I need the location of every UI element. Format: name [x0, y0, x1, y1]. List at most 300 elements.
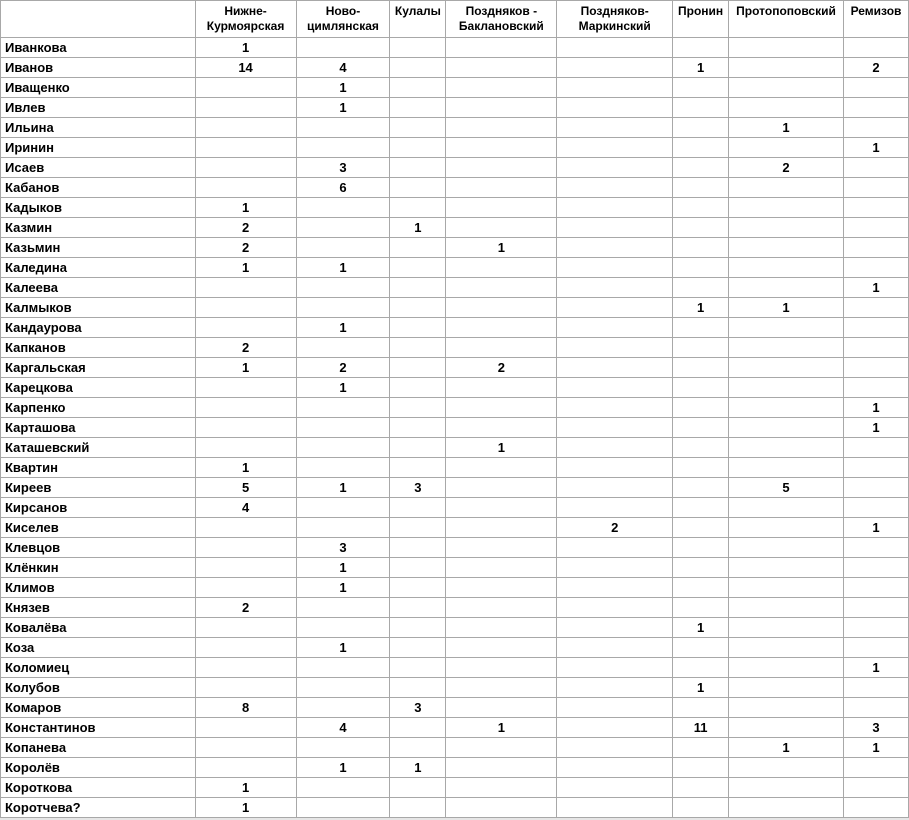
- value-cell[interactable]: [729, 698, 844, 718]
- value-cell[interactable]: [390, 598, 446, 618]
- value-cell[interactable]: 1: [673, 678, 729, 698]
- value-cell[interactable]: [673, 698, 729, 718]
- value-cell[interactable]: [729, 138, 844, 158]
- value-cell[interactable]: [296, 418, 390, 438]
- column-header[interactable]: Поздняков - Баклановский: [446, 1, 557, 38]
- value-cell[interactable]: [390, 298, 446, 318]
- value-cell[interactable]: 1: [843, 658, 908, 678]
- row-name-cell[interactable]: Коза: [1, 638, 196, 658]
- value-cell[interactable]: [446, 178, 557, 198]
- value-cell[interactable]: [390, 738, 446, 758]
- value-cell[interactable]: [673, 558, 729, 578]
- row-name-cell[interactable]: Ильина: [1, 118, 196, 138]
- value-cell[interactable]: [843, 378, 908, 398]
- value-cell[interactable]: [446, 198, 557, 218]
- value-cell[interactable]: [195, 718, 296, 738]
- value-cell[interactable]: [843, 558, 908, 578]
- value-cell[interactable]: [729, 538, 844, 558]
- value-cell[interactable]: [195, 658, 296, 678]
- value-cell[interactable]: 1: [195, 198, 296, 218]
- row-name-cell[interactable]: Иващенко: [1, 78, 196, 98]
- value-cell[interactable]: 1: [296, 638, 390, 658]
- value-cell[interactable]: [557, 398, 673, 418]
- value-cell[interactable]: [296, 118, 390, 138]
- row-name-cell[interactable]: Кадыков: [1, 198, 196, 218]
- value-cell[interactable]: [390, 638, 446, 658]
- value-cell[interactable]: [446, 698, 557, 718]
- value-cell[interactable]: [195, 138, 296, 158]
- value-cell[interactable]: [673, 98, 729, 118]
- value-cell[interactable]: [557, 558, 673, 578]
- value-cell[interactable]: [557, 218, 673, 238]
- value-cell[interactable]: [673, 658, 729, 678]
- row-name-cell[interactable]: Коротчева?: [1, 798, 196, 818]
- value-cell[interactable]: [729, 598, 844, 618]
- row-name-cell[interactable]: Короткова: [1, 778, 196, 798]
- value-cell[interactable]: [557, 498, 673, 518]
- value-cell[interactable]: [296, 678, 390, 698]
- value-cell[interactable]: [296, 498, 390, 518]
- value-cell[interactable]: [673, 458, 729, 478]
- value-cell[interactable]: [557, 238, 673, 258]
- value-cell[interactable]: 4: [296, 718, 390, 738]
- value-cell[interactable]: [195, 438, 296, 458]
- value-cell[interactable]: [446, 58, 557, 78]
- value-cell[interactable]: [557, 658, 673, 678]
- value-cell[interactable]: [390, 558, 446, 578]
- value-cell[interactable]: 1: [673, 618, 729, 638]
- value-cell[interactable]: [195, 578, 296, 598]
- value-cell[interactable]: [557, 198, 673, 218]
- value-cell[interactable]: [557, 738, 673, 758]
- value-cell[interactable]: [673, 578, 729, 598]
- value-cell[interactable]: 1: [390, 758, 446, 778]
- value-cell[interactable]: 11: [673, 718, 729, 738]
- value-cell[interactable]: 3: [390, 478, 446, 498]
- value-cell[interactable]: [446, 738, 557, 758]
- value-cell[interactable]: 1: [843, 518, 908, 538]
- value-cell[interactable]: [843, 578, 908, 598]
- row-name-cell[interactable]: Клевцов: [1, 538, 196, 558]
- value-cell[interactable]: [843, 358, 908, 378]
- value-cell[interactable]: [843, 758, 908, 778]
- value-cell[interactable]: [390, 358, 446, 378]
- row-name-cell[interactable]: Карецкова: [1, 378, 196, 398]
- value-cell[interactable]: [843, 198, 908, 218]
- value-cell[interactable]: [557, 118, 673, 138]
- value-cell[interactable]: [729, 278, 844, 298]
- value-cell[interactable]: [446, 218, 557, 238]
- value-cell[interactable]: [673, 738, 729, 758]
- value-cell[interactable]: [195, 298, 296, 318]
- value-cell[interactable]: [557, 378, 673, 398]
- value-cell[interactable]: [557, 678, 673, 698]
- value-cell[interactable]: [446, 618, 557, 638]
- value-cell[interactable]: [557, 138, 673, 158]
- value-cell[interactable]: 1: [843, 138, 908, 158]
- value-cell[interactable]: [557, 358, 673, 378]
- row-name-cell[interactable]: Каледина: [1, 258, 196, 278]
- value-cell[interactable]: [673, 38, 729, 58]
- value-cell[interactable]: [557, 178, 673, 198]
- value-cell[interactable]: [390, 538, 446, 558]
- value-cell[interactable]: [729, 498, 844, 518]
- row-name-cell[interactable]: Карпенко: [1, 398, 196, 418]
- value-cell[interactable]: [557, 338, 673, 358]
- value-cell[interactable]: [729, 578, 844, 598]
- value-cell[interactable]: 8: [195, 698, 296, 718]
- value-cell[interactable]: [557, 578, 673, 598]
- value-cell[interactable]: [195, 758, 296, 778]
- value-cell[interactable]: [296, 658, 390, 678]
- column-header[interactable]: Поздняков-Маркинский: [557, 1, 673, 38]
- value-cell[interactable]: [195, 418, 296, 438]
- value-cell[interactable]: [446, 398, 557, 418]
- value-cell[interactable]: [557, 478, 673, 498]
- value-cell[interactable]: 2: [729, 158, 844, 178]
- value-cell[interactable]: 1: [446, 438, 557, 458]
- value-cell[interactable]: [195, 98, 296, 118]
- value-cell[interactable]: [390, 398, 446, 418]
- value-cell[interactable]: 1: [195, 778, 296, 798]
- value-cell[interactable]: 1: [729, 118, 844, 138]
- value-cell[interactable]: [296, 218, 390, 238]
- value-cell[interactable]: [557, 458, 673, 478]
- row-name-cell[interactable]: Константинов: [1, 718, 196, 738]
- row-name-cell[interactable]: Иринин: [1, 138, 196, 158]
- value-cell[interactable]: [296, 458, 390, 478]
- value-cell[interactable]: [843, 298, 908, 318]
- value-cell[interactable]: 1: [729, 738, 844, 758]
- value-cell[interactable]: [673, 798, 729, 818]
- value-cell[interactable]: [446, 778, 557, 798]
- value-cell[interactable]: [296, 338, 390, 358]
- value-cell[interactable]: [729, 338, 844, 358]
- value-cell[interactable]: [729, 778, 844, 798]
- value-cell[interactable]: [843, 438, 908, 458]
- value-cell[interactable]: [390, 798, 446, 818]
- value-cell[interactable]: [195, 278, 296, 298]
- value-cell[interactable]: [729, 218, 844, 238]
- value-cell[interactable]: [729, 618, 844, 638]
- value-cell[interactable]: [446, 478, 557, 498]
- value-cell[interactable]: 5: [195, 478, 296, 498]
- value-cell[interactable]: 1: [195, 798, 296, 818]
- value-cell[interactable]: [673, 378, 729, 398]
- value-cell[interactable]: [557, 158, 673, 178]
- value-cell[interactable]: 3: [296, 538, 390, 558]
- value-cell[interactable]: [296, 238, 390, 258]
- row-name-cell[interactable]: Ковалёва: [1, 618, 196, 638]
- value-cell[interactable]: [673, 198, 729, 218]
- value-cell[interactable]: [673, 358, 729, 378]
- column-header[interactable]: Нижне-Курмоярская: [195, 1, 296, 38]
- value-cell[interactable]: [390, 718, 446, 738]
- row-name-cell[interactable]: Иванов: [1, 58, 196, 78]
- value-cell[interactable]: [843, 778, 908, 798]
- corner-cell[interactable]: [1, 1, 196, 38]
- value-cell[interactable]: [390, 318, 446, 338]
- value-cell[interactable]: [729, 638, 844, 658]
- value-cell[interactable]: [446, 98, 557, 118]
- value-cell[interactable]: [195, 178, 296, 198]
- value-cell[interactable]: [843, 158, 908, 178]
- value-cell[interactable]: [729, 198, 844, 218]
- value-cell[interactable]: [729, 78, 844, 98]
- value-cell[interactable]: [446, 638, 557, 658]
- value-cell[interactable]: [446, 458, 557, 478]
- row-name-cell[interactable]: Киселев: [1, 518, 196, 538]
- value-cell[interactable]: [446, 498, 557, 518]
- value-cell[interactable]: [557, 758, 673, 778]
- value-cell[interactable]: [843, 678, 908, 698]
- value-cell[interactable]: [446, 598, 557, 618]
- value-cell[interactable]: [673, 258, 729, 278]
- value-cell[interactable]: 1: [446, 718, 557, 738]
- value-cell[interactable]: [390, 38, 446, 58]
- value-cell[interactable]: [673, 498, 729, 518]
- value-cell[interactable]: [673, 218, 729, 238]
- column-header[interactable]: Кулалы: [390, 1, 446, 38]
- value-cell[interactable]: [446, 678, 557, 698]
- value-cell[interactable]: [673, 158, 729, 178]
- value-cell[interactable]: 1: [673, 58, 729, 78]
- value-cell[interactable]: [195, 378, 296, 398]
- row-name-cell[interactable]: Исаев: [1, 158, 196, 178]
- value-cell[interactable]: [843, 318, 908, 338]
- value-cell[interactable]: [673, 778, 729, 798]
- value-cell[interactable]: [390, 518, 446, 538]
- value-cell[interactable]: [557, 538, 673, 558]
- value-cell[interactable]: [729, 678, 844, 698]
- value-cell[interactable]: [296, 598, 390, 618]
- value-cell[interactable]: [729, 718, 844, 738]
- value-cell[interactable]: [843, 238, 908, 258]
- value-cell[interactable]: [296, 298, 390, 318]
- value-cell[interactable]: [557, 438, 673, 458]
- value-cell[interactable]: [446, 338, 557, 358]
- value-cell[interactable]: [446, 118, 557, 138]
- value-cell[interactable]: [390, 178, 446, 198]
- row-name-cell[interactable]: Каташевский: [1, 438, 196, 458]
- value-cell[interactable]: [390, 58, 446, 78]
- value-cell[interactable]: [729, 518, 844, 538]
- value-cell[interactable]: [390, 238, 446, 258]
- value-cell[interactable]: [729, 378, 844, 398]
- value-cell[interactable]: 2: [195, 338, 296, 358]
- value-cell[interactable]: [390, 98, 446, 118]
- value-cell[interactable]: [296, 798, 390, 818]
- value-cell[interactable]: [195, 638, 296, 658]
- value-cell[interactable]: [390, 418, 446, 438]
- value-cell[interactable]: [390, 158, 446, 178]
- value-cell[interactable]: [390, 78, 446, 98]
- value-cell[interactable]: [673, 598, 729, 618]
- value-cell[interactable]: 4: [296, 58, 390, 78]
- value-cell[interactable]: [673, 118, 729, 138]
- value-cell[interactable]: [296, 518, 390, 538]
- value-cell[interactable]: [729, 58, 844, 78]
- row-name-cell[interactable]: Климов: [1, 578, 196, 598]
- value-cell[interactable]: 1: [195, 358, 296, 378]
- value-cell[interactable]: [446, 518, 557, 538]
- column-header[interactable]: Пронин: [673, 1, 729, 38]
- value-cell[interactable]: [390, 578, 446, 598]
- value-cell[interactable]: [729, 398, 844, 418]
- value-cell[interactable]: [673, 418, 729, 438]
- value-cell[interactable]: [195, 538, 296, 558]
- value-cell[interactable]: [843, 798, 908, 818]
- value-cell[interactable]: [729, 658, 844, 678]
- value-cell[interactable]: [673, 398, 729, 418]
- value-cell[interactable]: [843, 218, 908, 238]
- value-cell[interactable]: [446, 558, 557, 578]
- value-cell[interactable]: [673, 518, 729, 538]
- value-cell[interactable]: [557, 778, 673, 798]
- value-cell[interactable]: [195, 398, 296, 418]
- value-cell[interactable]: 1: [390, 218, 446, 238]
- value-cell[interactable]: [390, 778, 446, 798]
- value-cell[interactable]: [729, 438, 844, 458]
- value-cell[interactable]: [843, 498, 908, 518]
- value-cell[interactable]: 1: [195, 38, 296, 58]
- value-cell[interactable]: 3: [390, 698, 446, 718]
- value-cell[interactable]: [195, 558, 296, 578]
- value-cell[interactable]: [557, 78, 673, 98]
- value-cell[interactable]: [843, 38, 908, 58]
- value-cell[interactable]: [446, 658, 557, 678]
- value-cell[interactable]: [557, 718, 673, 738]
- value-cell[interactable]: [195, 738, 296, 758]
- value-cell[interactable]: [673, 638, 729, 658]
- value-cell[interactable]: 1: [843, 418, 908, 438]
- value-cell[interactable]: [446, 578, 557, 598]
- value-cell[interactable]: [390, 198, 446, 218]
- value-cell[interactable]: [673, 758, 729, 778]
- value-cell[interactable]: [843, 538, 908, 558]
- row-name-cell[interactable]: Казьмин: [1, 238, 196, 258]
- row-name-cell[interactable]: Князев: [1, 598, 196, 618]
- value-cell[interactable]: 1: [296, 478, 390, 498]
- row-name-cell[interactable]: Кирсанов: [1, 498, 196, 518]
- value-cell[interactable]: [843, 618, 908, 638]
- value-cell[interactable]: [446, 138, 557, 158]
- value-cell[interactable]: [843, 458, 908, 478]
- value-cell[interactable]: [446, 78, 557, 98]
- row-name-cell[interactable]: Коломиец: [1, 658, 196, 678]
- value-cell[interactable]: [673, 78, 729, 98]
- value-cell[interactable]: [446, 798, 557, 818]
- value-cell[interactable]: [390, 378, 446, 398]
- value-cell[interactable]: 2: [195, 238, 296, 258]
- value-cell[interactable]: [843, 698, 908, 718]
- value-cell[interactable]: [557, 318, 673, 338]
- value-cell[interactable]: 1: [843, 738, 908, 758]
- value-cell[interactable]: 4: [195, 498, 296, 518]
- value-cell[interactable]: [729, 38, 844, 58]
- value-cell[interactable]: [296, 278, 390, 298]
- row-name-cell[interactable]: Калмыков: [1, 298, 196, 318]
- value-cell[interactable]: [390, 338, 446, 358]
- value-cell[interactable]: [446, 318, 557, 338]
- value-cell[interactable]: [729, 758, 844, 778]
- value-cell[interactable]: [296, 398, 390, 418]
- value-cell[interactable]: [729, 358, 844, 378]
- value-cell[interactable]: 1: [729, 298, 844, 318]
- value-cell[interactable]: [296, 698, 390, 718]
- value-cell[interactable]: [729, 178, 844, 198]
- row-name-cell[interactable]: Иванкова: [1, 38, 196, 58]
- value-cell[interactable]: [390, 438, 446, 458]
- row-name-cell[interactable]: Квартин: [1, 458, 196, 478]
- value-cell[interactable]: [446, 538, 557, 558]
- value-cell[interactable]: [446, 258, 557, 278]
- value-cell[interactable]: [729, 558, 844, 578]
- value-cell[interactable]: [390, 278, 446, 298]
- value-cell[interactable]: 5: [729, 478, 844, 498]
- value-cell[interactable]: 6: [296, 178, 390, 198]
- value-cell[interactable]: [843, 78, 908, 98]
- value-cell[interactable]: [729, 418, 844, 438]
- row-name-cell[interactable]: Клёнкин: [1, 558, 196, 578]
- value-cell[interactable]: 1: [673, 298, 729, 318]
- value-cell[interactable]: [673, 238, 729, 258]
- value-cell[interactable]: [195, 518, 296, 538]
- value-cell[interactable]: [195, 678, 296, 698]
- value-cell[interactable]: 3: [843, 718, 908, 738]
- value-cell[interactable]: [729, 258, 844, 278]
- value-cell[interactable]: 2: [557, 518, 673, 538]
- value-cell[interactable]: [557, 298, 673, 318]
- value-cell[interactable]: [446, 378, 557, 398]
- value-cell[interactable]: [729, 238, 844, 258]
- column-header[interactable]: Ремизов: [843, 1, 908, 38]
- row-name-cell[interactable]: Королёв: [1, 758, 196, 778]
- value-cell[interactable]: [446, 158, 557, 178]
- value-cell[interactable]: [390, 498, 446, 518]
- value-cell[interactable]: 14: [195, 58, 296, 78]
- value-cell[interactable]: [557, 258, 673, 278]
- value-cell[interactable]: 1: [446, 238, 557, 258]
- value-cell[interactable]: [557, 38, 673, 58]
- value-cell[interactable]: [195, 78, 296, 98]
- value-cell[interactable]: [557, 598, 673, 618]
- value-cell[interactable]: [446, 298, 557, 318]
- column-header[interactable]: Ново-цимлянская: [296, 1, 390, 38]
- value-cell[interactable]: [296, 778, 390, 798]
- row-name-cell[interactable]: Казмин: [1, 218, 196, 238]
- value-cell[interactable]: 2: [195, 218, 296, 238]
- row-name-cell[interactable]: Колубов: [1, 678, 196, 698]
- value-cell[interactable]: [557, 798, 673, 818]
- row-name-cell[interactable]: Каргальская: [1, 358, 196, 378]
- value-cell[interactable]: 1: [296, 378, 390, 398]
- value-cell[interactable]: 1: [195, 258, 296, 278]
- value-cell[interactable]: [446, 38, 557, 58]
- value-cell[interactable]: [446, 278, 557, 298]
- value-cell[interactable]: 1: [296, 78, 390, 98]
- value-cell[interactable]: [195, 118, 296, 138]
- value-cell[interactable]: [195, 618, 296, 638]
- row-name-cell[interactable]: Капканов: [1, 338, 196, 358]
- value-cell[interactable]: [557, 698, 673, 718]
- value-cell[interactable]: 1: [296, 318, 390, 338]
- value-cell[interactable]: [296, 138, 390, 158]
- value-cell[interactable]: [729, 798, 844, 818]
- row-name-cell[interactable]: Калеева: [1, 278, 196, 298]
- value-cell[interactable]: [195, 158, 296, 178]
- value-cell[interactable]: [843, 98, 908, 118]
